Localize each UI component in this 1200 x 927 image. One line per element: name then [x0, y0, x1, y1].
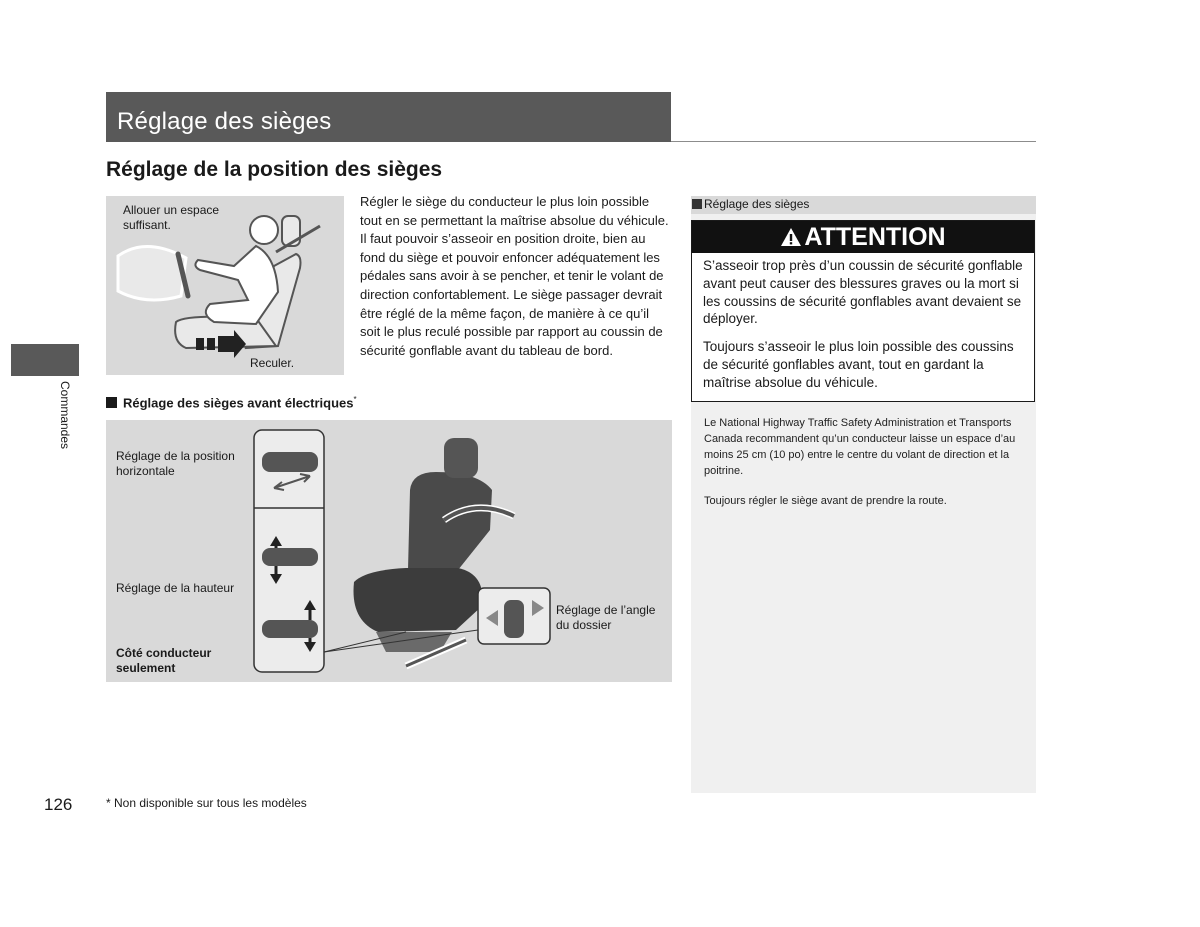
- double-chevron-icon: [692, 199, 702, 209]
- warning-title-text: ATTENTION: [804, 223, 946, 251]
- banner-divider: [671, 141, 1036, 142]
- chapter-tab: [11, 344, 79, 376]
- label-move-back: Reculer.: [250, 356, 295, 370]
- note-paragraph-2: Toujours régler le siège avant de prendre la route.: [704, 495, 947, 507]
- square-bullet-icon: [106, 397, 117, 408]
- warning-icon: [780, 227, 802, 247]
- label-space: Allouer un espace suffisant.: [123, 203, 220, 232]
- power-seats-heading: [106, 395, 357, 410]
- warning-title: [692, 221, 1034, 253]
- intro-paragraph: Régler le siège du conducteur le plus loin possible tout en se permettant la maîtrise absolue du véhicule. Il faut pouvoir s’asseoir en position droite, bien au fond du siège et pouvoir enfoncer adéquatement les pédales sans avoir à se pencher, et tenir le volant de direction confortablement. Le siège passager devrait être réglé de la même façon, de manière à ce qu’il soit le plus reculé possible par rapport au coussin de sécurité gonflable avant du tableau de bord.: [360, 194, 669, 358]
- label-height: Réglage de la hauteur: [116, 581, 235, 595]
- section-heading: Réglage de la position des sièges: [106, 158, 443, 181]
- chapter-tab-label: Commandes: [58, 381, 72, 450]
- warning-paragraph-1: S’asseoir trop près d’un coussin de sécurité gonflable avant peut causer des blessures graves ou la mort si les coussins de sécurité gonflables avant devaient se déployer.: [703, 258, 1023, 327]
- reference-label: Réglage des sièges: [704, 197, 810, 211]
- footnote-mark: *: [353, 395, 357, 404]
- warning-paragraph-2: Toujours s’asseoir le plus loin possible des coussins de sécurité gonflables avant, tout en gardant la maîtrise absolue du véhicule.: [703, 339, 1014, 390]
- page-number: 126: [44, 795, 73, 814]
- label-recline: Réglage de l’angle du dossier: [556, 603, 656, 632]
- label-driver-only: Côté conducteur seulement: [116, 646, 212, 675]
- note-paragraph-1: Le National Highway Traffic Safety Administration et Transports Canada recommandent qu’un conducteur laisse un espace d’au moins 25 cm (10 po) entre le centre du volant de direction et la poitrine.: [704, 417, 1016, 477]
- power-seats-heading-text: Réglage des sièges avant électriques: [123, 395, 354, 411]
- label-horizontal: Réglage de la position horizontale: [116, 449, 235, 478]
- reference-link: [692, 197, 809, 211]
- power-seat-illustration: [106, 420, 672, 682]
- footnote: * Non disponible sur tous les modèles: [106, 796, 307, 810]
- page-title: Réglage des sièges: [117, 108, 332, 135]
- driver-posture-illustration: [106, 196, 344, 375]
